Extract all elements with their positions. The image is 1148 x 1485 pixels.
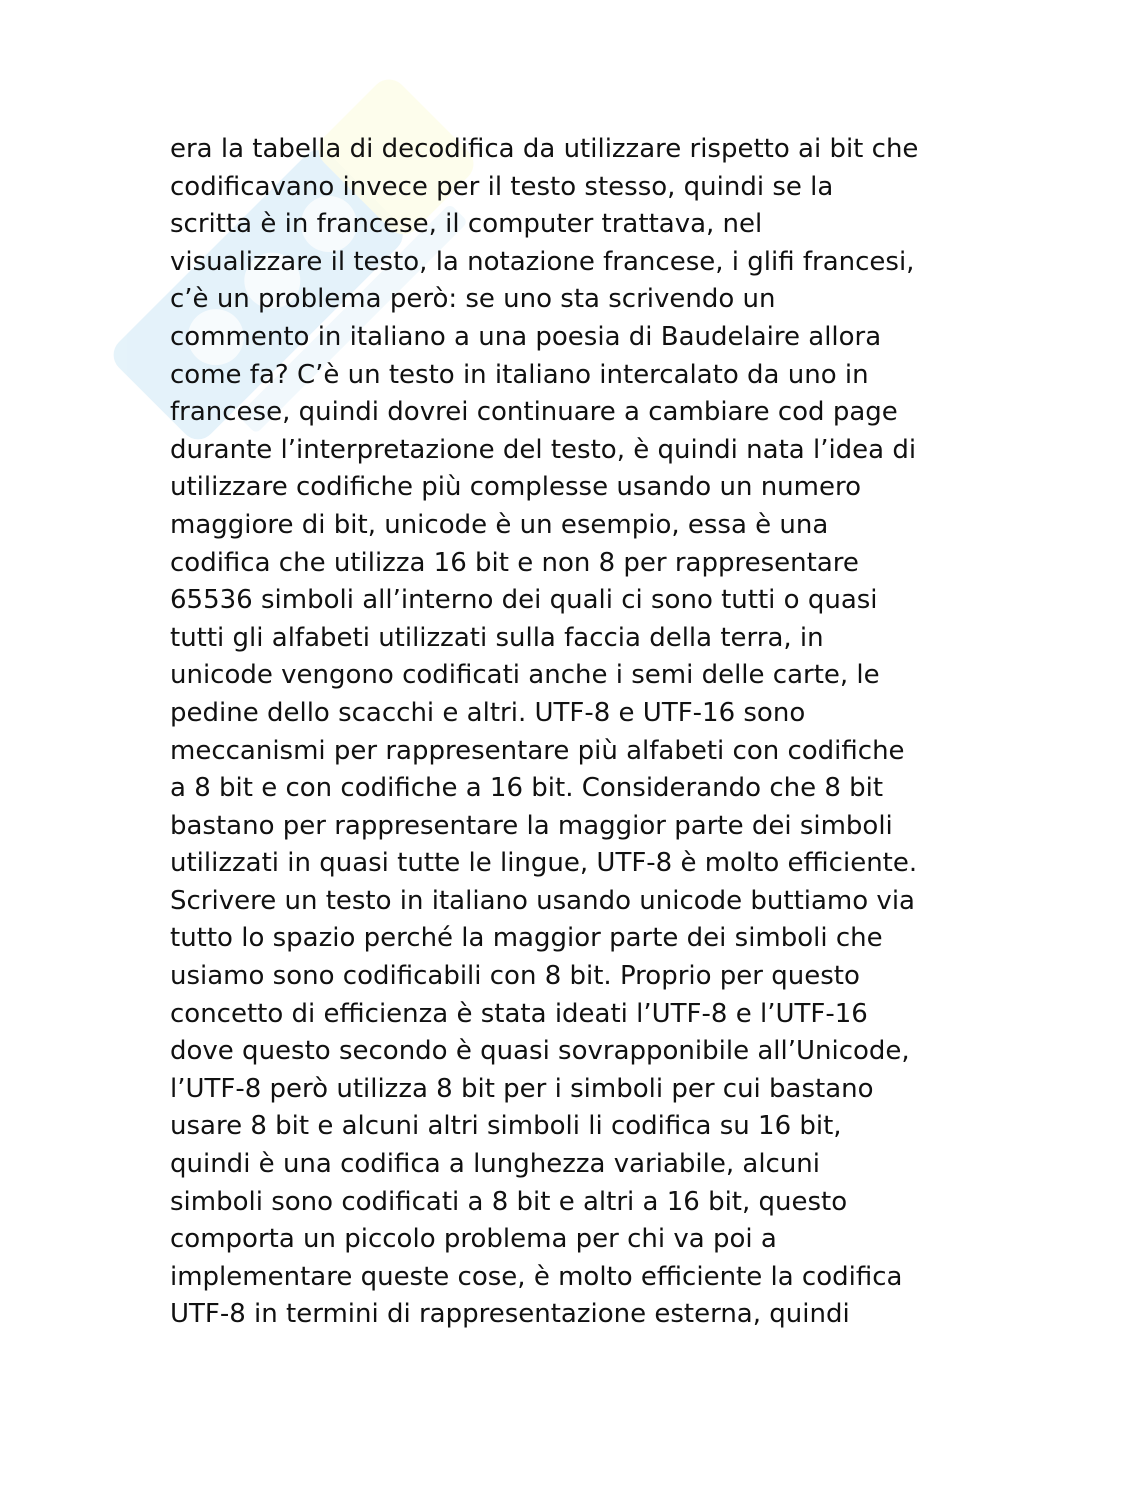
text-line: meccanismi per rappresentare più alfabeti con codifiche bbox=[170, 735, 905, 766]
text-line: durante l’interpretazione del testo, è quindi nata l’idea di bbox=[170, 434, 917, 465]
text-line: utilizzati in quasi tutte le lingue, UTF-8 è molto efficiente. bbox=[170, 848, 918, 879]
text-line: comporta un piccolo problema per chi va poi a bbox=[170, 1224, 777, 1255]
text-line: codifica che utilizza 16 bit e non 8 per rappresentare bbox=[170, 547, 859, 578]
text-line: era la tabella di decodifica da utilizzare rispetto ai bit che bbox=[170, 134, 919, 164]
text-line: usare 8 bit e alcuni altri simboli li codifica su 16 bit, bbox=[170, 1111, 842, 1142]
text-line: concetto di efficienza è stata ideati l’UTF-8 e l’UTF-16 bbox=[170, 998, 868, 1029]
text-line: usiamo sono codificabili con 8 bit. Proprio per questo bbox=[170, 961, 860, 992]
text-line: visualizzare il testo, la notazione francese, i glifi francesi, bbox=[170, 246, 915, 277]
body-text bbox=[170, 131, 1000, 1334]
text-line: come fa? C’è un testo in italiano intercalato da uno in bbox=[170, 359, 869, 390]
text-line: tutti gli alfabeti utilizzati sulla faccia della terra, in bbox=[170, 622, 824, 653]
text-line: c’è un problema però: se uno sta scrivendo un bbox=[170, 284, 776, 315]
text-line: Scrivere un testo in italiano usando unicode buttiamo via bbox=[170, 885, 915, 916]
text-line: quindi è una codifica a lunghezza variabile, alcuni bbox=[170, 1149, 821, 1180]
text-line: l’UTF-8 però utilizza 8 bit per i simboli per cui bastano bbox=[170, 1073, 874, 1104]
text-line: codificavano invece per il testo stesso, quindi se la bbox=[170, 171, 834, 202]
text-line: francese, quindi dovrei continuare a cambiare cod page bbox=[170, 397, 898, 428]
text-line: implementare queste cose, è molto efficiente la codifica bbox=[170, 1261, 903, 1292]
text-line: UTF-8 in termini di rappresentazione esterna, quindi bbox=[170, 1299, 850, 1330]
text-line: scritta è in francese, il computer trattava, nel bbox=[170, 209, 763, 240]
text-line: tutto lo spazio perché la maggior parte dei simboli che bbox=[170, 923, 883, 954]
text-line: pedine dello scacchi e altri. UTF-8 e UTF-16 sono bbox=[170, 697, 806, 728]
text-line: dove questo secondo è quasi sovrapponibile all’Unicode, bbox=[170, 1036, 910, 1067]
text-line: utilizzare codifiche più complesse usando un numero bbox=[170, 472, 862, 503]
text-line: maggiore di bit, unicode è un esempio, essa è una bbox=[170, 509, 829, 540]
text-line: bastano per rappresentare la maggior parte dei simboli bbox=[170, 810, 893, 841]
text-line: 65536 simboli all’interno dei quali ci sono tutti o quasi bbox=[170, 585, 878, 616]
text-line: a 8 bit e con codifiche a 16 bit. Considerando che 8 bit bbox=[170, 773, 884, 804]
text-line: simboli sono codificati a 8 bit e altri a 16 bit, questo bbox=[170, 1186, 848, 1217]
text-line: unicode vengono codificati anche i semi delle carte, le bbox=[170, 660, 880, 691]
text-line: commento in italiano a una poesia di Baudelaire allora bbox=[170, 321, 882, 352]
